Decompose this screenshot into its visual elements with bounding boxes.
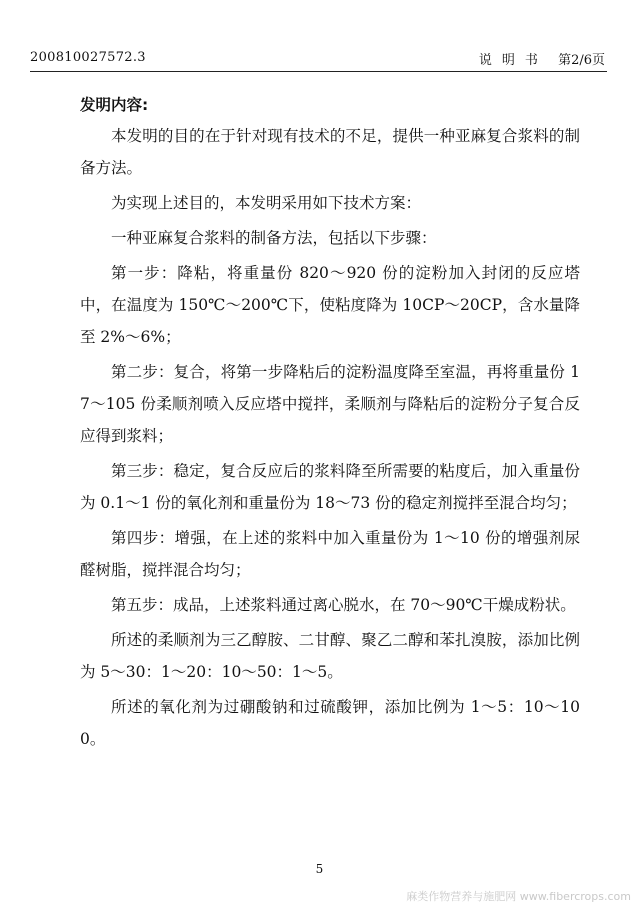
- patent-number: 200810027572.3: [30, 50, 146, 65]
- paragraph-step-5: 第五步：成品，上述浆料通过离心脱水，在 70～90℃干燥成粉状。: [111, 596, 576, 614]
- paragraph-softener: 所述的柔顺剂为三乙醇胺、二甘醇、聚乙二醇和苯扎溴胺，添加比例为 5～30：1～20：10～50：1～5。: [80, 631, 580, 681]
- header-divider: [30, 71, 607, 72]
- paragraph-oxidizer: 所述的氧化剂为过硼酸钠和过硫酸钾，添加比例为 1～5：10～100。: [80, 698, 580, 748]
- header-right: [479, 49, 605, 68]
- page-number: 5: [315, 862, 324, 876]
- paragraph-method-intro: 一种亚麻复合浆料的制备方法，包括以下步骤：: [111, 229, 437, 247]
- paragraph-step-1: 第一步：降粘，将重量份 820～920 份的淀粉加入封闭的反应塔中，在温度为 150℃～200℃下，使粘度降为 10CP～20CP，含水量降至 2%～6%；: [80, 264, 580, 346]
- paragraph-step-3: 第三步：稳定，复合反应后的浆料降至所需要的粘度后，加入重量份为 0.1～1 份的氧化剂和重量份为 18～73 份的稳定剂搅拌至混合均匀；: [80, 462, 580, 512]
- watermark: 麻类作物营养与施肥网 www.fibercrops.com: [406, 890, 631, 903]
- document-type-label: 说明书: [478, 53, 548, 68]
- paragraph-purpose: 本发明的目的在于针对现有技术的不足，提供一种亚麻复合浆料的制备方法。: [80, 127, 580, 177]
- paragraph-step-2: 第二步：复合，将第一步降粘后的淀粉温度降至室温，再将重量份 17～105 份柔顺剂喷入反应塔中搅拌，柔顺剂与降粘后的淀粉分子复合反应得到浆料；: [80, 363, 580, 445]
- section-heading: 发明内容:: [80, 96, 149, 114]
- paragraph-solution-intro: 为实现上述目的，本发明采用如下技术方案：: [111, 194, 422, 212]
- page-indicator: 第2/6页: [558, 53, 605, 68]
- document-body: [80, 93, 580, 758]
- paragraph-step-4: 第四步：增强，在上述的浆料中加入重量份为 1～10 份的增强剂尿醛树脂，搅拌混合均匀；: [80, 529, 580, 579]
